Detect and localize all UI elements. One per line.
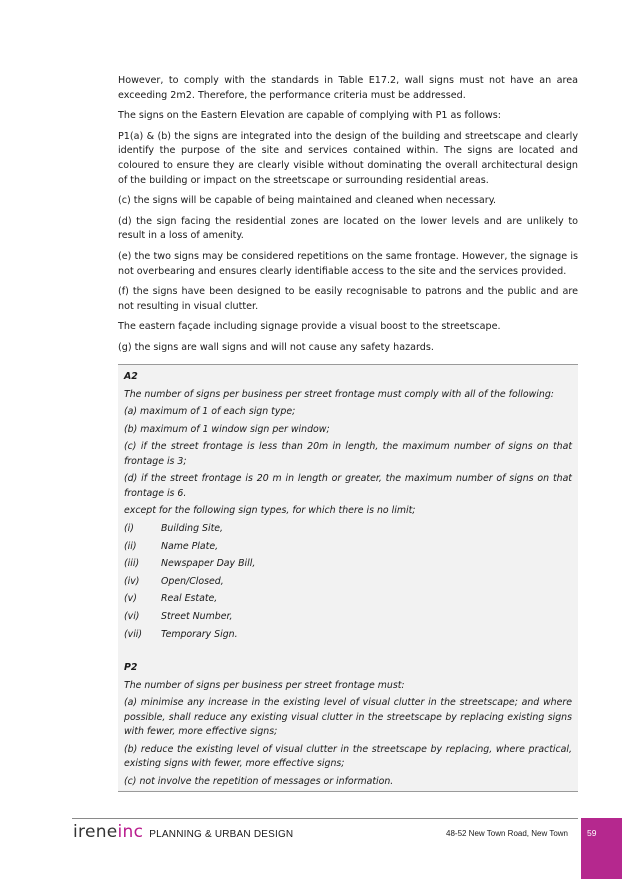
p2-line: (b) reduce the existing level of visual clutter in the streetscape by replacing, where practical, existing signs with fewer, more effective signs;: [124, 743, 572, 770]
list-item-text: Street Number,: [161, 610, 233, 622]
page-number: 59: [587, 828, 597, 838]
paragraph: (g) the signs are wall signs and will not cause any safety hazards.: [118, 341, 434, 353]
list-item: [124, 575, 572, 589]
list-item: [124, 628, 572, 642]
a2-line: (d) if the street frontage is 20 m in length or greater, the maximum number of signs on that frontage is 6.: [124, 473, 572, 499]
footer-address: 48-52 New Town Road, New Town: [446, 829, 568, 838]
list-item-number: (ii): [124, 540, 137, 552]
list-item: [124, 522, 572, 536]
list-item-text: Name Plate,: [161, 540, 219, 552]
list-item-text: Building Site,: [161, 522, 223, 534]
p2-line: (c) not involve the repetition of messages or information.: [124, 775, 394, 787]
logo-inc: inc: [117, 822, 144, 842]
a2-heading: A2: [124, 371, 138, 382]
paragraph: The signs on the Eastern Elevation are capable of complying with P1 as follows:: [118, 110, 501, 122]
list-item-text: Newspaper Day Bill,: [161, 558, 256, 570]
a2-line: (a) maximum of 1 of each sign type;: [124, 406, 296, 418]
p2-heading: P2: [124, 662, 138, 674]
a2-line: except for the following sign types, for which there is no limit;: [124, 505, 416, 517]
list-item-number: (vi): [124, 610, 140, 622]
p2-line: The number of signs per business per street frontage must:: [124, 679, 405, 691]
spacer: [124, 645, 572, 661]
list-item-text: Temporary Sign.: [161, 628, 238, 640]
page-number-tab: [581, 818, 622, 879]
paragraph: (d) the sign facing the residential zones are located on the lower levels and are unlikely to result in a loss of amenity.: [118, 215, 578, 242]
footer-divider: [72, 818, 578, 819]
company-logo: [73, 822, 293, 842]
list-item-number: (v): [124, 593, 137, 605]
list-item-number: (vii): [124, 628, 143, 640]
paragraph: (c) the signs will be capable of being maintained and cleaned when necessary.: [118, 195, 497, 207]
logo-tagline: PLANNING & URBAN DESIGN: [149, 829, 294, 840]
list-item: [124, 557, 572, 571]
logo-irene: irene: [73, 822, 118, 842]
a2-line: The number of signs per business per street frontage must comply with all of the following:: [124, 388, 554, 400]
body-text: [118, 74, 578, 362]
list-item-number: (iii): [124, 558, 140, 570]
p2-line: (a) minimise any increase in the existing level of visual clutter in the streetscape; and where possible, shall reduce any existing visual clutter in the streetscape by replacing existing signs with fewer, more effective signs;: [124, 697, 572, 738]
paragraph: The eastern façade including signage provide a visual boost to the streetscape.: [118, 321, 501, 333]
list-item-text: Real Estate,: [161, 593, 218, 605]
paragraph: (f) the signs have been designed to be easily recognisable to patrons and the public and are not resulting in visual clutter.: [118, 286, 578, 312]
a2-line: (b) maximum of 1 window sign per window;: [124, 423, 330, 435]
list-item: [124, 540, 572, 554]
paragraph: P1(a) & (b) the signs are integrated into the design of the building and streetscape and clearly identify the purpose of the site and services contained within. The signs are located and coloured to ensure they are clearly visible without dominating the overall architectural design of the building or impact on the streetscape or surrounding residential areas.: [118, 130, 578, 186]
list-item-text: Open/Closed,: [161, 575, 224, 587]
list-item: [124, 610, 572, 624]
standards-box: [118, 364, 578, 792]
list-item-number: (iv): [124, 575, 140, 587]
list-item-number: (i): [124, 522, 134, 534]
a2-line: (c) if the street frontage is less than 20m in length, the maximum number of signs on that frontage is 3;: [124, 441, 572, 467]
paragraph: (e) the two signs may be considered repetitions on the same frontage. However, the signage is not overbearing and ensures clearly identifiable access to the site and the services provided.: [118, 250, 578, 277]
list-item: [124, 592, 572, 606]
paragraph: However, to comply with the standards in Table E17.2, wall signs must not have an area exceeding 2m2. Therefore, the performance criteria must be addressed.: [118, 75, 578, 101]
